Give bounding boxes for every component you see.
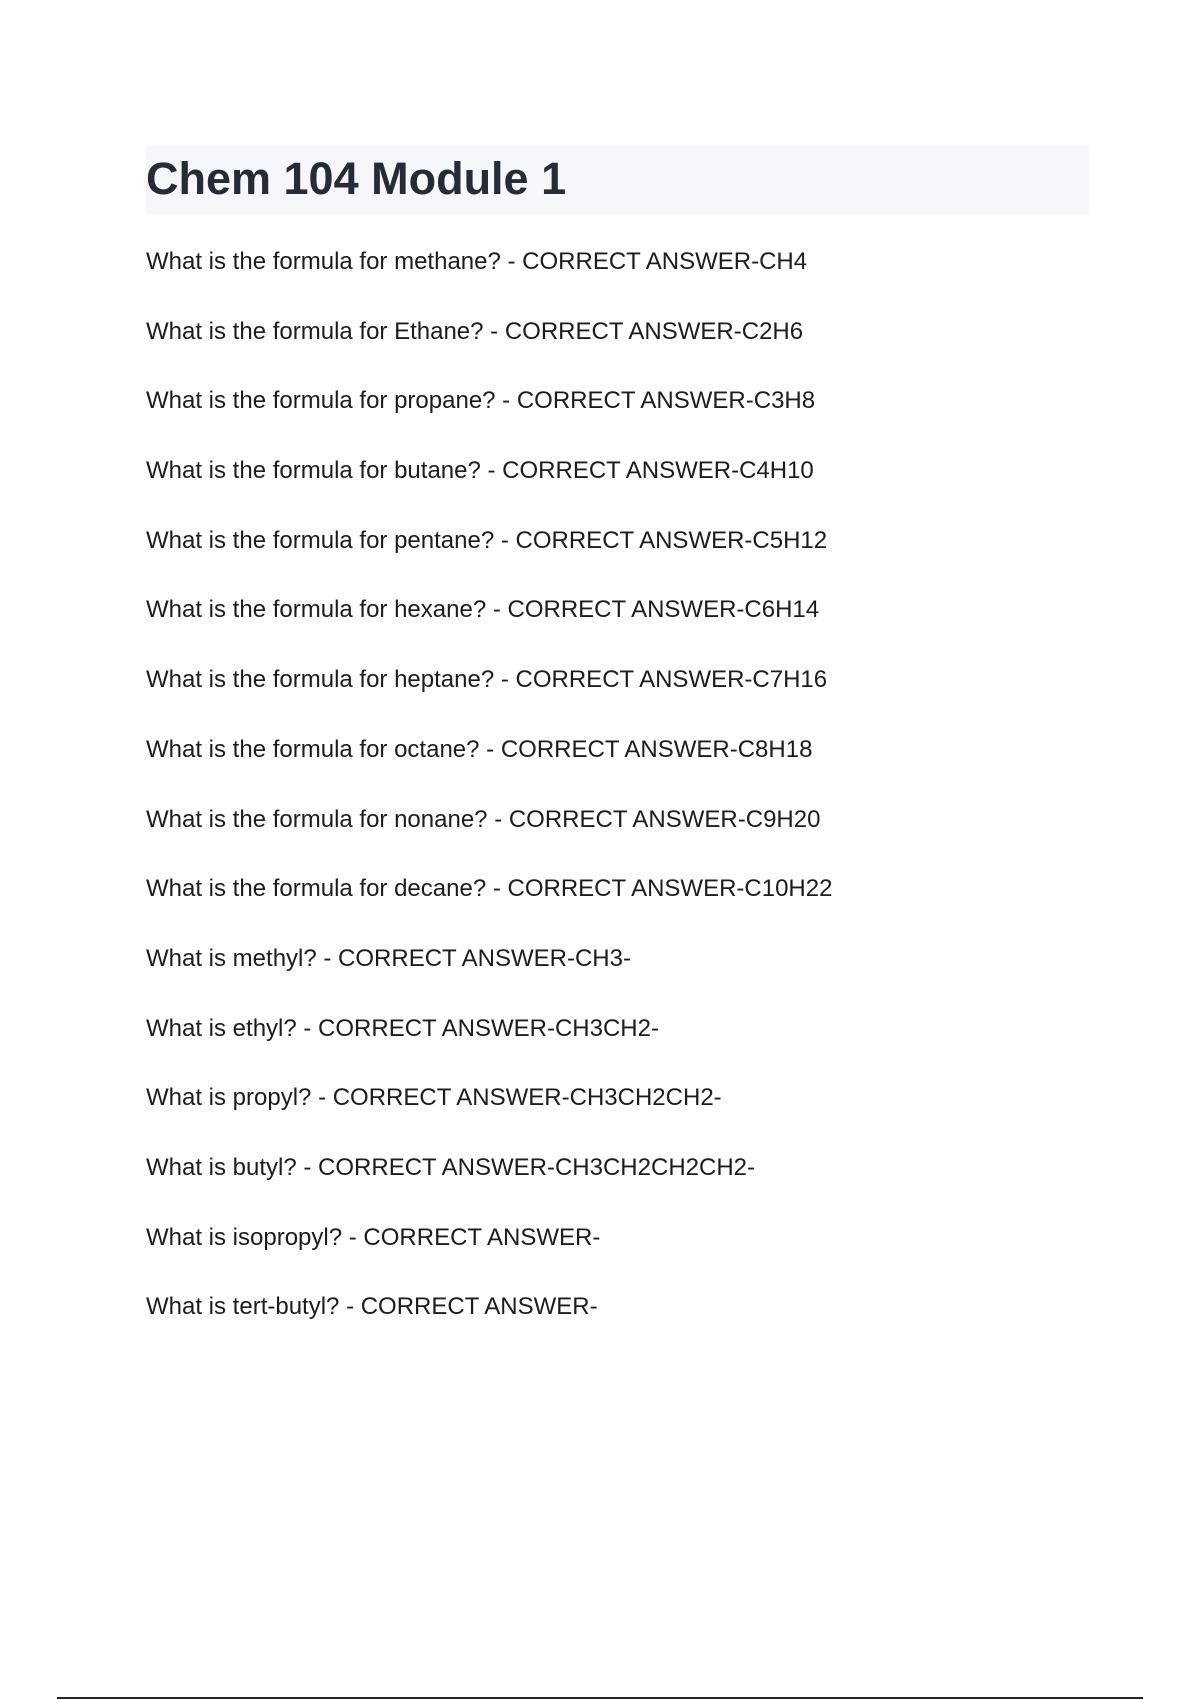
list-item: What is ethyl? - CORRECT ANSWER-CH3CH2- (146, 1014, 659, 1042)
list-item: What is propyl? - CORRECT ANSWER-CH3CH2CH2- (146, 1084, 722, 1112)
list-item: What is the formula for propane? - CORRECT ANSWER-C3H8 (146, 387, 816, 415)
list-item: What is the formula for nonane? - CORRECT ANSWER-C9H20 (146, 805, 821, 833)
list-item: What is the formula for decane? - CORRECT ANSWER-C10H22 (146, 875, 833, 903)
list-item: What is the formula for octane? - CORRECT ANSWER-C8H18 (146, 735, 813, 763)
list-item: What is the formula for Ethane? - CORRECT ANSWER-C2H6 (146, 317, 804, 345)
question-answer-list (146, 244, 832, 1359)
list-item: What is the formula for butane? - CORRECT ANSWER-C4H10 (146, 457, 814, 485)
list-item: What is butyl? - CORRECT ANSWER-CH3CH2CH2CH2- (146, 1153, 755, 1181)
list-item: What is tert-butyl? - CORRECT ANSWER- (146, 1293, 598, 1321)
footer-divider (57, 1697, 1143, 1699)
list-item: What is isopropyl? - CORRECT ANSWER- (146, 1223, 601, 1251)
list-item: What is the formula for methane? - CORRECT ANSWER-CH4 (146, 248, 808, 275)
list-item: What is the formula for pentane? - CORRECT ANSWER-C5H12 (146, 526, 828, 554)
list-item: What is the formula for hexane? - CORRECT ANSWER-C6H14 (146, 596, 820, 624)
list-item: What is the formula for heptane? - CORRECT ANSWER-C7H16 (146, 666, 828, 694)
page-title: Chem 104 Module 1 (146, 153, 567, 204)
list-item: What is methyl? - CORRECT ANSWER-CH3- (146, 944, 631, 972)
